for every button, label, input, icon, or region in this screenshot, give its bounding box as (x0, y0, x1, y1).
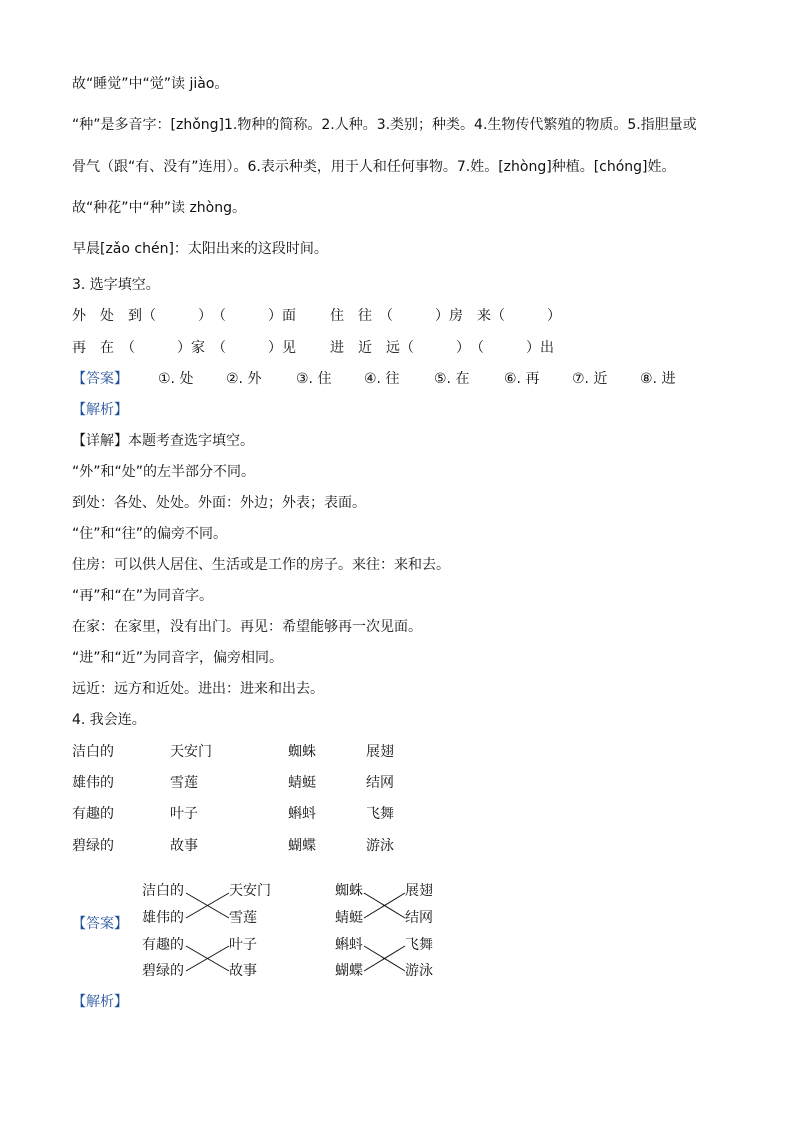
text-line: 骨气（跟“有、没有”连用）。6.表示种类，用于人和任何事物。7.姓。[zhòng]种植。[chóng]姓。 (72, 159, 676, 175)
diagram-word: 结网 (405, 910, 433, 926)
fill-group: 进 近 远（ ） （ ）出 (330, 340, 554, 356)
question-3-title: 3. 选字填空。 (72, 277, 160, 293)
explanation-line: 远近：远方和近处。进出：进来和出去。 (72, 681, 324, 697)
fill-group: 外 处 到（ ） （ ）面 (72, 308, 296, 324)
detail-text: 本题考查选字填空。 (128, 433, 254, 449)
answer-item: ②. 外 (226, 371, 262, 387)
answer-label: 【答案】 (72, 371, 128, 387)
grid-cell: 故事 (170, 838, 198, 854)
grid-cell: 雄伟的 (72, 775, 114, 791)
detail-label: 【详解】 (72, 433, 128, 449)
grid-cell: 结网 (366, 775, 394, 791)
explanation-line: “进”和“近”为同音字，偏旁相同。 (72, 650, 284, 666)
answer-label: 【答案】 (72, 916, 128, 932)
text-line: “种”是多音字：[zhǒng]1.物种的简称。2.人种。3.类别；种类。4.生物传代繁殖的物质。5.指胆量或 (72, 117, 697, 133)
grid-cell: 蝌蚪 (288, 806, 316, 822)
grid-cell: 碧绿的 (72, 838, 114, 854)
diagram-word: 故事 (229, 963, 257, 979)
answer-item: ⑦. 近 (572, 371, 608, 387)
diagram-word: 蜻蜓 (335, 910, 363, 926)
grid-cell: 有趣的 (72, 806, 114, 822)
answer-item: ⑤. 在 (434, 371, 470, 387)
diagram-word: 蜘蛛 (335, 883, 363, 899)
question-4-title: 4. 我会连。 (72, 712, 146, 728)
diagram-word: 碧绿的 (142, 963, 184, 979)
fill-group: 住 往 （ ）房 来（ ） (330, 308, 561, 324)
grid-cell: 蜻蜓 (288, 775, 316, 791)
answer-item: ④. 往 (364, 371, 400, 387)
explanation-line: “再”和“在”为同音字。 (72, 588, 214, 604)
fill-group: 再 在 （ ）家 （ ）见 (72, 340, 296, 356)
grid-cell: 飞舞 (366, 806, 394, 822)
answer-item: ③. 住 (296, 371, 332, 387)
grid-cell: 蜘蛛 (288, 744, 316, 760)
grid-cell: 展翅 (366, 744, 394, 760)
explanation-line: “外”和“处”的左半部分不同。 (72, 464, 256, 480)
diagram-word: 有趣的 (142, 937, 184, 953)
answer-item: ①. 处 (158, 371, 194, 387)
answer-item: ⑥. 再 (504, 371, 540, 387)
answer-item: ⑧. 进 (640, 371, 676, 387)
text-line: 早晨[zǎo chén]：太阳出来的这段时间。 (72, 241, 328, 257)
analysis-label: 【解析】 (72, 402, 128, 418)
diagram-word: 叶子 (229, 937, 257, 953)
diagram-word: 雄伟的 (142, 910, 184, 926)
explanation-line: 住房：可以供人居住、生活或是工作的房子。来往：来和去。 (72, 557, 450, 573)
diagram-word: 蝴蝶 (335, 963, 363, 979)
grid-cell: 叶子 (170, 806, 198, 822)
diagram-word: 雪莲 (229, 910, 257, 926)
diagram-word: 蝌蚪 (335, 937, 363, 953)
grid-cell: 天安门 (170, 744, 212, 760)
grid-cell: 蝴蝶 (288, 838, 316, 854)
text-line: 故“种花”中“种”读 zhòng。 (72, 200, 247, 216)
diagram-word: 天安门 (229, 883, 271, 899)
text-line: 故“睡觉”中“觉”读 jiào。 (72, 76, 229, 92)
diagram-word: 游泳 (405, 963, 433, 979)
diagram-word: 洁白的 (142, 883, 184, 899)
diagram-word: 飞舞 (405, 937, 433, 953)
analysis-label: 【解析】 (72, 994, 128, 1010)
explanation-line: 在家：在家里，没有出门。再见：希望能够再一次见面。 (72, 619, 422, 635)
diagram-word: 展翅 (405, 883, 433, 899)
explanation-line: “住”和“往”的偏旁不同。 (72, 526, 228, 542)
grid-cell: 游泳 (366, 838, 394, 854)
grid-cell: 洁白的 (72, 744, 114, 760)
grid-cell: 雪莲 (170, 775, 198, 791)
explanation-line: 到处：各处、处处。外面：外边；外表；表面。 (72, 495, 366, 511)
